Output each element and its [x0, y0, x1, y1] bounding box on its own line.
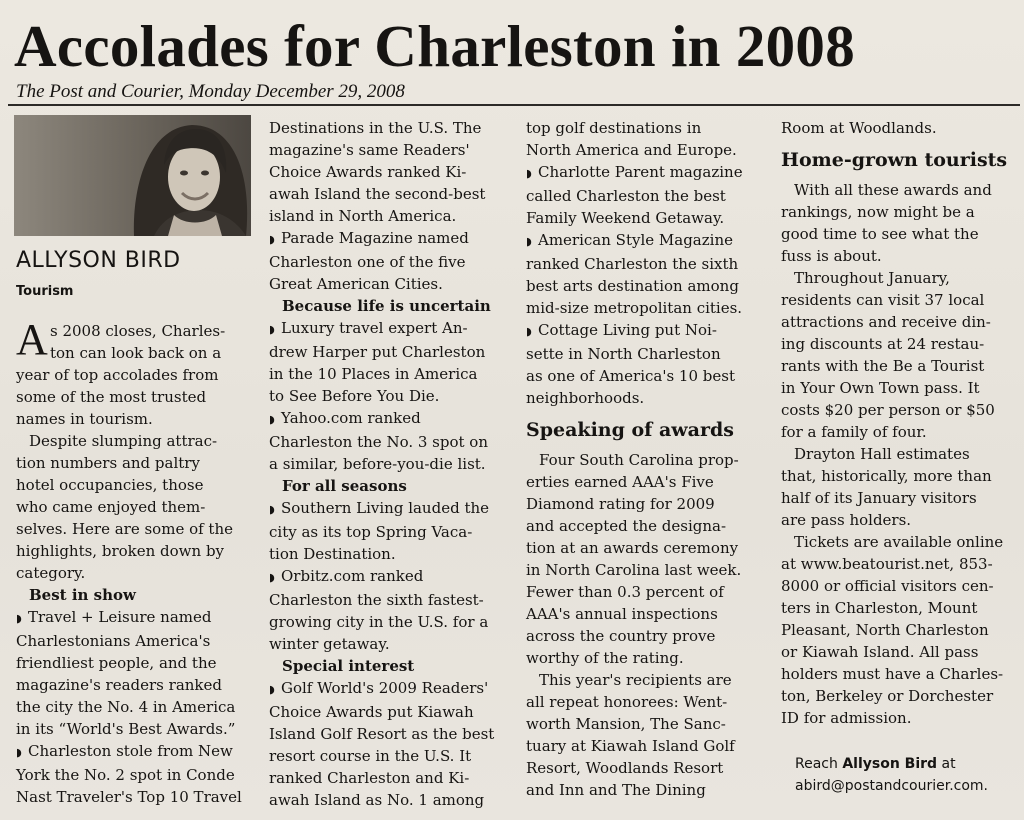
text-line: year of top accolades from — [16, 366, 219, 384]
text-line: ◗ Travel + Leisure named — [16, 606, 242, 630]
author-photo — [14, 115, 251, 236]
author-photo-image — [14, 115, 251, 236]
bullet-icon: ◗ — [269, 571, 275, 584]
text-line: Fewer than 0.3 percent of — [526, 583, 724, 601]
text-line: in North Carolina last week. — [526, 561, 742, 579]
text-line: who came enjoyed them- — [16, 498, 206, 516]
text-line: Throughout January, — [794, 269, 950, 287]
text-line: Charlestonians America's — [16, 632, 211, 650]
text-line: at www.beatourist.net, 853- — [781, 555, 993, 573]
text-line: worth Mansion, The Sanc- — [526, 715, 726, 733]
text-line: a similar, before-you-die list. — [269, 455, 486, 473]
column-1 — [16, 315, 242, 808]
text-line: mid-size metropolitan cities. — [526, 299, 743, 317]
text-line: called Charleston the best — [526, 187, 726, 205]
contact-line-1: Reach Allyson Bird at — [795, 756, 956, 772]
text-line: hotel occupancies, those — [16, 476, 204, 494]
contact-info — [795, 753, 988, 797]
section-home-grown-tourists: Home-grown tourists — [781, 149, 1008, 171]
text-line: Choice Awards ranked Ki- — [269, 163, 467, 181]
text-line: the city the No. 4 in America — [16, 698, 236, 716]
text-line: ◗ Yahoo.com ranked — [269, 407, 494, 431]
bullet-icon: ◗ — [526, 235, 532, 248]
text-line: best arts destination among — [526, 277, 739, 295]
text-line: Four South Carolina prop- — [539, 451, 739, 469]
subhead-because-life-is-uncertain: Because life is uncertain — [282, 297, 491, 315]
text-line: ranked Charleston and Ki- — [269, 769, 470, 787]
text-line: in its “World's Best Awards.” — [16, 720, 236, 738]
text-line: in the 10 Places in America — [269, 365, 478, 383]
text-line: attractions and receive din- — [781, 313, 991, 331]
text-line: resort course in the U.S. It — [269, 747, 472, 765]
subhead-special-interest: Special interest — [282, 657, 415, 675]
subhead-best-in-show: Best in show — [29, 586, 136, 604]
section-speaking-of-awards: Speaking of awards — [526, 419, 734, 441]
text-line: York the No. 2 spot in Conde — [16, 766, 235, 784]
header-rule — [8, 104, 1020, 106]
text-line: tion at an awards ceremony — [526, 539, 739, 557]
text-line: Diamond rating for 2009 — [526, 495, 715, 513]
text-line: friendliest people, and the — [16, 654, 217, 672]
bullet-icon: ◗ — [269, 683, 275, 696]
text-line: ◗ Orbitz.com ranked — [269, 565, 494, 589]
text-line: ranked Charleston the sixth — [526, 255, 739, 273]
text-line: tion numbers and paltry — [16, 454, 200, 472]
text-line: s 2008 closes, Charles- — [50, 322, 226, 340]
text-line: Tickets are available online — [794, 533, 1004, 551]
text-line: Resort, Woodlands Resort — [526, 759, 724, 777]
byline-name: ALLYSON BIRD — [16, 248, 181, 273]
text-line: ◗ Golf World's 2009 Readers' — [269, 677, 494, 701]
text-line: rants with the Be a Tourist — [781, 357, 985, 375]
text-line: awah Island the second-best — [269, 185, 486, 203]
text-line: magazine's same Readers' — [269, 141, 470, 159]
text-line: half of its January visitors — [781, 489, 977, 507]
text-line: top golf destinations in — [526, 119, 702, 137]
text-line: Room at Woodlands. — [781, 119, 937, 137]
text-line: ◗ Southern Living lauded the — [269, 497, 494, 521]
text-line: city as its top Spring Vaca- — [269, 523, 473, 541]
text-line: Charleston the No. 3 spot on — [269, 433, 489, 451]
text-line: drew Harper put Charleston — [269, 343, 486, 361]
text-line: as one of America's 10 best — [526, 367, 735, 385]
text-line: good time to see what the — [781, 225, 979, 243]
bullet-icon: ◗ — [16, 746, 22, 759]
text-line: residents can visit 37 local — [781, 291, 985, 309]
bullet-icon: ◗ — [269, 503, 275, 516]
bullet-icon: ◗ — [526, 325, 532, 338]
text-line: ◗ Parade Magazine named — [269, 227, 494, 251]
text-line: Choice Awards put Kiawah — [269, 703, 474, 721]
text-line: names in tourism. — [16, 410, 153, 428]
text-line: or Kiawah Island. All pass — [781, 643, 979, 661]
text-line: for a family of four. — [781, 423, 927, 441]
text-line: growing city in the U.S. for a — [269, 613, 489, 631]
dropcap-paragraph — [16, 315, 242, 364]
text-line: are pass holders. — [781, 511, 912, 529]
text-line: ◗ American Style Magazine — [526, 229, 743, 253]
subhead-for-all-seasons: For all seasons — [282, 477, 407, 495]
text-line: ◗ Luxury travel expert An- — [269, 317, 494, 341]
text-line: ters in Charleston, Mount — [781, 599, 978, 617]
text-line: and accepted the designa- — [526, 517, 727, 535]
text-line: magazine's readers ranked — [16, 676, 222, 694]
text-line: in Your Own Town pass. It — [781, 379, 980, 397]
text-line: some of the most trusted — [16, 388, 207, 406]
text-line: that, historically, more than — [781, 467, 992, 485]
text-line: tion Destination. — [269, 545, 396, 563]
bullet-icon: ◗ — [269, 323, 275, 336]
text-line: fuss is about. — [781, 247, 882, 265]
text-line: Destinations in the U.S. The — [269, 119, 482, 137]
text-line: ◗ Charleston stole from New — [16, 740, 242, 764]
text-line: island in North America. — [269, 207, 457, 225]
text-line: neighborhoods. — [526, 389, 645, 407]
text-line: ton, Berkeley or Dorchester — [781, 687, 994, 705]
text-line: Family Weekend Getaway. — [526, 209, 725, 227]
text-line: This year's recipients are — [539, 671, 732, 689]
text-line: Great American Cities. — [269, 275, 443, 293]
text-line: holders must have a Charles- — [781, 665, 1004, 683]
text-line: and Inn and The Dining — [526, 781, 706, 799]
column-2 — [269, 117, 494, 811]
text-line: AAA's annual inspections — [526, 605, 718, 623]
dateline: The Post and Courier, Monday December 29, 2008 — [16, 81, 405, 102]
text-line: ID for admission. — [781, 709, 912, 727]
text-line: awah Island as No. 1 among — [269, 791, 485, 809]
text-line: ◗ Cottage Living put Noi- — [526, 319, 743, 343]
column-3 — [526, 117, 743, 801]
text-line: Pleasant, North Charleston — [781, 621, 989, 639]
text-line: North America and Europe. — [526, 141, 737, 159]
text-line: to See Before You Die. — [269, 387, 440, 405]
contact-email: abird@postandcourier.com. — [795, 778, 988, 794]
text-line: With all these awards and — [794, 181, 992, 199]
text-line: worthy of the rating. — [526, 649, 684, 667]
text-line: Charleston one of the five — [269, 253, 466, 271]
headline: Accolades for Charleston in 2008 — [14, 13, 856, 79]
text-line: Drayton Hall estimates — [794, 445, 970, 463]
bullet-icon: ◗ — [269, 413, 275, 426]
text-line: ton can look back on a — [50, 344, 222, 362]
text-line: erties earned AAA's Five — [526, 473, 714, 491]
dropcap: A — [16, 315, 48, 364]
byline-beat: Tourism — [16, 284, 74, 299]
bullet-icon: ◗ — [269, 233, 275, 246]
text-line: ◗ Charlotte Parent magazine — [526, 161, 743, 185]
text-line: Nast Traveler's Top 10 Travel — [16, 788, 242, 806]
text-line: sette in North Charleston — [526, 345, 721, 363]
text-line: Charleston the sixth fastest- — [269, 591, 484, 609]
text-line: costs $20 per person or $50 — [781, 401, 995, 419]
text-line: all repeat honorees: Went- — [526, 693, 728, 711]
text-line: category. — [16, 564, 86, 582]
bullet-icon: ◗ — [16, 612, 22, 625]
text-line: selves. Here are some of the — [16, 520, 234, 538]
column-4 — [781, 117, 1007, 729]
text-line: ing discounts at 24 restau- — [781, 335, 985, 353]
text-line: highlights, broken down by — [16, 542, 225, 560]
text-line: tuary at Kiawah Island Golf — [526, 737, 735, 755]
text-line: across the country prove — [526, 627, 716, 645]
text-line: Despite slumping attrac- — [29, 432, 218, 450]
text-line: winter getaway. — [269, 635, 390, 653]
contact-name: Allyson Bird — [842, 756, 938, 772]
text-line: rankings, now might be a — [781, 203, 975, 221]
text-line: Island Golf Resort as the best — [269, 725, 495, 743]
text-line: 8000 or official visitors cen- — [781, 577, 994, 595]
bullet-icon: ◗ — [526, 167, 532, 180]
